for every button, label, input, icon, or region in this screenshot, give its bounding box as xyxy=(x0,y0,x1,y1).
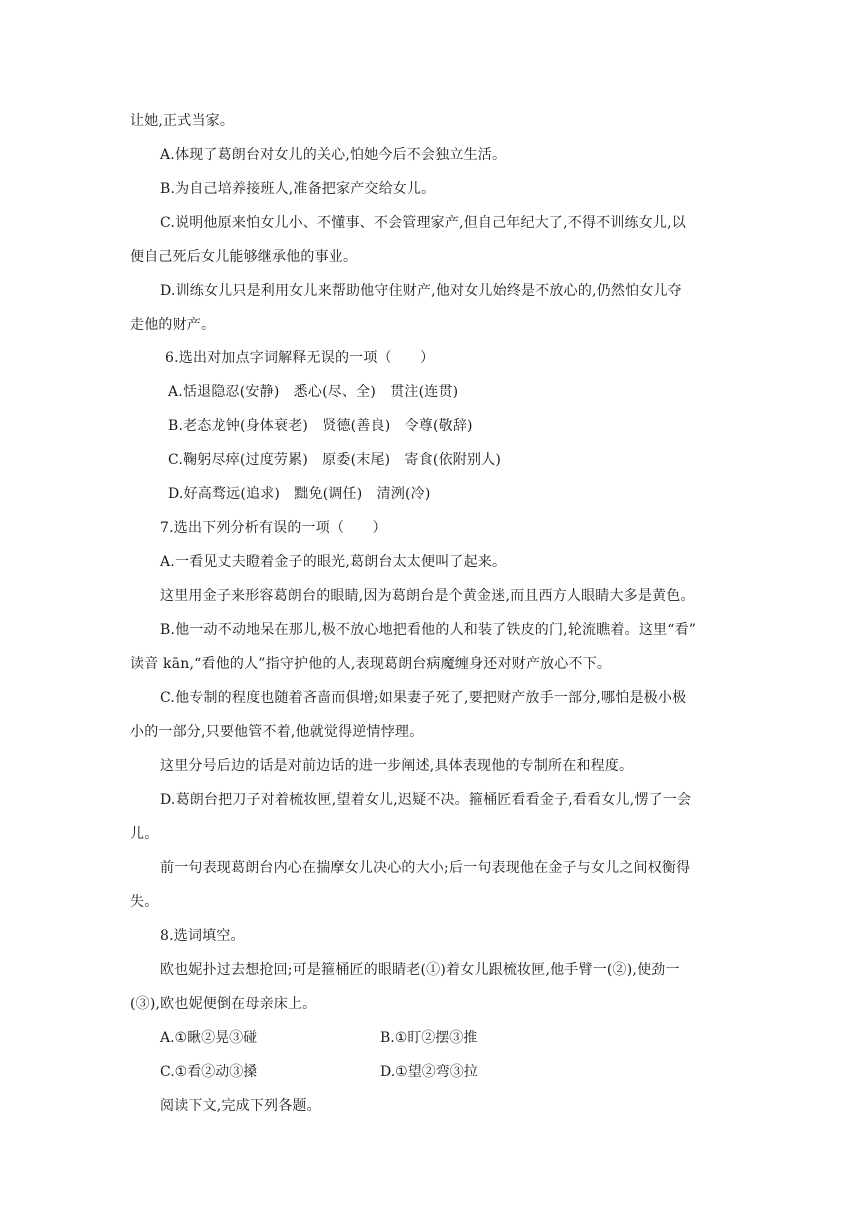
reading-instruction: 阅读下文,完成下列各题。 xyxy=(160,1098,321,1114)
q7-option-a: A.一看见丈夫瞪着金子的眼光,葛朗台太太便叫了起来。 xyxy=(160,554,507,570)
q7-option-d: D.葛朗台把刀子对着梳妆匣,望着女儿,迟疑不决。箍桶匠看看金子,看看女儿,愣了一会 xyxy=(160,792,692,808)
text-line: 便自己死后女儿能够继承他的事业。 xyxy=(130,249,358,265)
q8-passage: 欧也妮扑过去想抢回;可是箍桶匠的眼睛老(①)着女儿跟梳妆匣,他手臂一(②),使劲一 xyxy=(160,962,680,978)
q8-option-d: D.①望②弯③拉 xyxy=(380,1064,478,1080)
text-line: 走他的财产。 xyxy=(130,317,216,333)
text-line: 小的一部分,只要他管不着,他就觉得逆情悖理。 xyxy=(130,724,424,740)
text-line: 失。 xyxy=(130,894,159,910)
text-line: 这里用金子来形容葛朗台的眼睛,因为葛朗台是个黄金迷,而且西方人眼睛大多是黄色。 xyxy=(160,588,695,604)
q8-option-b: B.①盯②摆③推 xyxy=(380,1030,478,1046)
q5-option-a: A.体现了葛朗台对女儿的关心,怕她今后不会独立生活。 xyxy=(160,147,507,163)
q5-option-d: D.训练女儿只是利用女儿来帮助他守住财产,他对女儿始终是不放心的,仍然怕女儿夺 xyxy=(160,283,682,299)
q8-options-row xyxy=(0,1062,860,1082)
q7-option-b: B.他一动不动地呆在那儿,极不放心地把看他的人和装了铁皮的门,轮流瞧着。这里“看” xyxy=(160,622,697,638)
q8-options-row xyxy=(0,1028,860,1048)
question-8: 8.选词填空。 xyxy=(160,928,245,944)
q8-passage: (③),欧也妮便倒在母亲床上。 xyxy=(130,996,317,1012)
q6-option-d: D.好高骛远(追求) 黜免(调任) 清洌(冷) xyxy=(168,486,431,502)
text-line: 读音 kān,“看他的人”指守护他的人,表现葛朗台病魔缠身还对财产放心不下。 xyxy=(130,656,612,672)
q5-option-c: C.说明他原来怕女儿小、不懂事、不会管理家产,但自己年纪大了,不得不训练女儿,以 xyxy=(160,215,687,231)
q6-option-a: A.恬退隐忍(安静) 悉心(尽、全) 贯注(连贯) xyxy=(168,384,459,400)
q6-option-c: C.鞠躬尽瘁(过度劳累) 原委(末尾) 寄食(依附别人) xyxy=(168,452,502,468)
question-6: 6.选出对加点字词解释无误的一项（ ） xyxy=(165,350,435,366)
q8-option-c: C.①看②动③搡 xyxy=(160,1064,258,1080)
text-line: 让她,正式当家。 xyxy=(130,113,235,129)
q6-option-b: B.老态龙钟(身体衰老) 贤德(善良) 令尊(敬辞) xyxy=(168,418,473,434)
text-line: 前一句表现葛朗台内心在揣摩女儿决心的大小;后一句表现他在金子与女儿之间权衡得 xyxy=(160,860,691,876)
q7-option-c: C.他专制的程度也随着吝啬而俱增;如果妻子死了,要把财产放手一部分,哪怕是极小极 xyxy=(160,690,687,706)
q5-option-b: B.为自己培养接班人,准备把家产交给女儿。 xyxy=(160,181,436,197)
q8-option-a: A.①瞅②晃③碰 xyxy=(160,1030,258,1046)
text-line: 儿。 xyxy=(130,826,159,842)
question-7: 7.选出下列分析有误的一项（ ） xyxy=(160,520,387,536)
text-line: 这里分号后边的话是对前边话的进一步阐述,具体表现他的专制所在和程度。 xyxy=(160,758,634,774)
